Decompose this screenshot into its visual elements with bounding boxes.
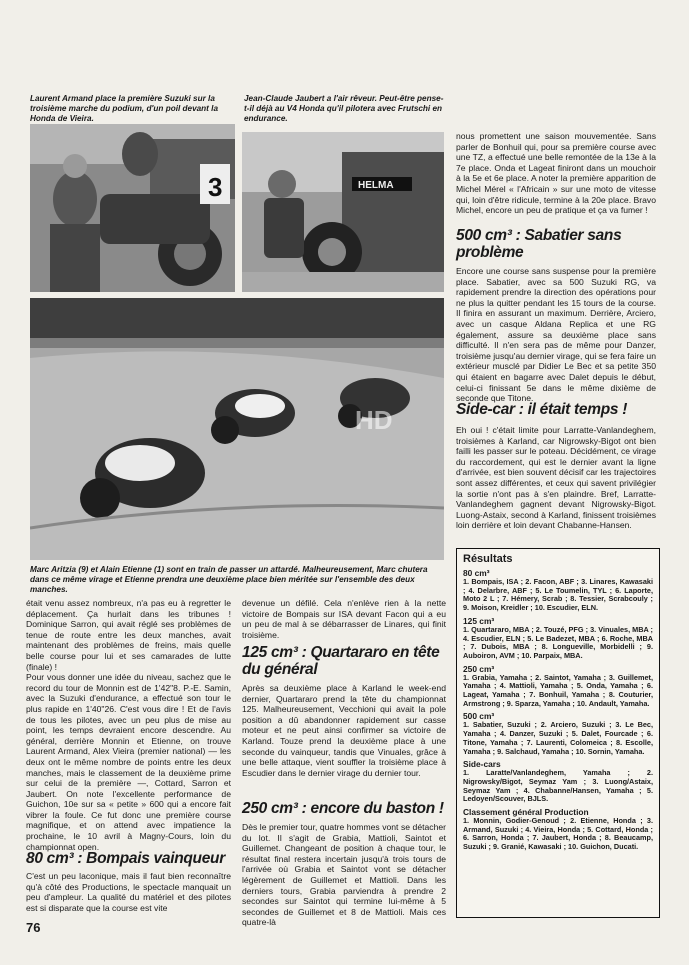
results-cat-text: 1. Grabia, Yamaha ; 2. Saintot, Yamaha ; 3. Guillemet, Yamaha ; 4. Mattioli, Yamaha ; 5. Onda, Yamaha ; 6. Lageat, Yamaha ; 7. Bonhuil, Yamaha ; 8. Couturier, Armstrong ; 9. Sparza, Yamaha ; 10. Andault, Yamaha. xyxy=(463,672,653,708)
caption-top-right: Jean-Claude Jaubert a l'air rêveur. Peut-être pense-t-il déjà au V4 Honda qu'il pilotera avec Frutschi en endurance. xyxy=(244,94,444,123)
heading-80: 80 cm³ : Bompais vainqueur xyxy=(26,850,225,867)
results-cat-250 xyxy=(463,664,653,709)
body-250: Dès le premier tour, quatre hommes vont se détacher du lot. Il s'agit de Grabia, Mattioli, Saintot et Guillemet. Changeant de position à chaque tour, le résultat final restera incertain jusqu'à trois tours de l'arrivée où Grabia et Saintot vont se détacher légèrement de Guillemet et Mattioli. Dans les derniers tours, Grabia parviendra à prendre 2 secondes sur Saintot qui termine lui-même à 5 secondes de Guillemet et 8 de Mattioli. Mais ces quatre-là xyxy=(242,822,446,928)
results-cat-name: 125 cm³ xyxy=(463,615,495,626)
page-number: 76 xyxy=(26,920,41,935)
heading-500: 500 cm³ : Sabatier sans problème xyxy=(456,227,622,261)
heading-sidecar: Side-car : il était temps ! xyxy=(456,401,628,418)
results-box xyxy=(456,548,660,918)
body-125: Après sa deuxième place à Karland le week-end dernier, Quartararo prend la tête du championnat 125. Malheureusement, Vecchioni qui avait la pole position a dû abandonner rapidement sur casse moteur et ne peut ainsi confirmer sa victoire de Karland. Touze prend la deuxième place à une seconde du vainqueur, tandis que Vinuales, grâce à une belle attaque, vient souffler la troisième place à Escudier dans le dernier virage du dernier tour. xyxy=(242,683,446,778)
results-title: Résultats xyxy=(463,553,513,565)
results-cat-500 xyxy=(463,711,653,756)
results-cat-text: 1. Bompais, ISA ; 2. Facon, ABF ; 3. Linares, Kawasaki ; 4. Delarbre, ABF ; 5. Le Toumelin, TYL ; 6. Laporte, Moto 2 L ; 7. Hémery, Scrab ; 8. Tessier, Scrabcouly ; 9. Moison, Kreidler ; 10. Escudier, ELN. xyxy=(463,577,653,613)
results-cat-name: 250 cm³ xyxy=(463,663,495,674)
photo-jaubert xyxy=(242,132,444,292)
svg-text:HELMA: HELMA xyxy=(358,180,394,191)
caption-middle: Marc Aritzia (9) et Alain Etienne (1) sont en train de passer un attardé. Malheureusement, Marc chutera dans ce même virage et Etienne prendra une deuxième place bien méritée sur l'ensemble des deux manches. xyxy=(30,565,428,594)
right-intro-text: nous promettent une saison mouvementée. Sans parler de Bonhuil qui, pour sa première course avec une TZ, a effectué une belle remontée de la 13e à la 7e place. Onda et Lageat finiront dans un mouchoir à la 5e et 6e place. A noter la première apparition de Michel Mérel « l'Africain » sur une moto de vitesse qui, loin d'être ridicule, termine à la 20e place. Bravo Michel, encore un peu de pratique et ça va fumer ! xyxy=(456,131,656,216)
results-cat-name: Classement général Production xyxy=(463,807,589,818)
body-sidecar: Eh oui ! c'était limite pour Larratte-Vanlandeghem, troisièmes à Karland, car Nigrowsky-Bigot ont bien failli les passer sur le poteau. Décidément, ce virage du raccordement, qui est le dernier avant la ligne d'arrivée, est bien souvent décisif car les trajectoires sont assez différentes, et ceux qui savent privilégier la sortie n'ont pas à s'en plaindre. Bref, Larratte-Vanlandeghem gagnent devant Nigrowsky-Bigot. Luong-Astaix, second à Karland, finissent troisièmes loin derrière et loin devant Chabanne-Hansen. xyxy=(456,425,656,531)
results-cat-name: Side-cars xyxy=(463,759,501,770)
results-cat-text: 1. Monnin, Godier-Genoud ; 2. Etienne, Honda ; 3. Armand, Suzuki ; 4. Vieira, Honda ; 5. Cottard, Honda ; 6. Sarron, Honda ; 7. Jaubert, Honda ; 8. Beaucamp, Suzuki ; 9. Granié, Kawasaki ; 10. Guichon, Ducati. xyxy=(463,816,653,852)
results-cat-text: 1. Quartararo, MBA ; 2. Touzé, PFG ; 3. Vinuales, MBA ; 4. Escudier, ELN ; 5. Le Badezet, MBA ; 6. Roche, MBA ; 7. Dubois, MBA ; 8. Longueville, Morbidelli ; 9. Auboiron, AVM ; 10. Parpaix, MBA. xyxy=(463,624,653,660)
results-cat-name: 500 cm³ xyxy=(463,711,495,722)
results-cat-text: 1. Laratte/Vanlandeghem, Yamaha ; 2. Nigrowsky/Bigot, Seymaz Yam ; 3. Luong/Astaix, Seymaz Yam ; 4. Chabanne/Hansen, Yamaha ; 5. Ledoyen/Scouver, BJLS. xyxy=(463,768,653,804)
caption-top-left: Laurent Armand place la première Suzuki sur la troisième marche du podium, d'un poil devant la Honda de Vieira. xyxy=(30,94,219,123)
results-cat-production xyxy=(463,807,653,852)
watermark: HD xyxy=(355,405,393,435)
results-cat-text: 1. Sabatier, Suzuki ; 2. Arciero, Suzuki ; 3. Le Bec, Yamaha ; 4. Danzer, Suzuki ; 5. Dalet, Fourcade ; 6. Titone, Yamaha ; 7. Laurenti, Colomeica ; 8. Escolle, Yamaha ; 9. Salchaud, Yamaha ; 10. Sornin, Yamaha. xyxy=(463,720,653,756)
col1-body2: C'est un peu laconique, mais il faut bien reconnaître qu'à côté des Productions, le spectacle manquait un peu d'ampleur. La qualité du matériel et des pilotes est si disparate que la course est vite xyxy=(26,871,231,913)
col1-body: était venu assez nombreux, n'a pas eu à regretter le déplacement. Ça hurlait dans les tribunes ! Dominique Sarron, qui avait réglé ses problèmes de tenue de route entre les deux manches, avait maintenant des problèmes de freins, mais quelle belle course pour lui et ses camarades de lutte (finale) ! Pour vous donner une idée du niveau, sachez que le record du tour de Monnin est de 1'42"8. P.-E. Samin, avec la Suzuki d'endurance, a effectué son tour le plus rapide en 1'40"26. C'est vous dire ! Et de l'avis de tous les pilotes, avec un peu plus de mise au point, les temps devraient encore descendre. Au général, derrière Monnin et Etienne, on trouve Laurent Armand, Alex Vieira (premier national) — les deux ont le même nombre de points entre les deux manches, mais le classement de la deuxième prime sur celui de la première —, Cottard, Sarron et Jaubert. On note l'excellente performance de Guichon, 10e sur sa « petite » 600 qui a encore fait vibrer la foule. Ce fut donc une première course magnifique, et on attend avec impatience la prochaine, le 10 avril à Magny-Cours, loin du championnat open. xyxy=(26,598,231,852)
body-500: Encore une course sans suspense pour la première place. Sabatier, avec sa 500 Suzuki RG, va rapidement prendre la direction des opérations pour ne plus la quitter pendant les 15 tours de la course. Il finira en assurant un maximum. Derrière, Arciero, avec un casque Aldana Replica et une RG également, assure sa deuxième place sans difficulté. Il n'en sera pas de même pour Danzer, troisième jusqu'au dernier virage, qui se fera faire un extérieur musclé par Didier Le Bec et sa petite 350 qui étaient en bagarre avec Dalet depuis le début, celui-ci finissant 5e dans le même dixième de seconde que Titone. xyxy=(456,266,656,404)
col2-body: devenue un défilé. Cela n'enlève rien à la nette victoire de Bompais sur ISA devant Facon qui a eu un peu de mal à se débarrasser de Linares, qui finit troisième. xyxy=(242,598,446,640)
heading-250: 250 cm³ : encore du baston ! xyxy=(242,800,444,817)
results-cat-80 xyxy=(463,568,653,613)
svg-text:3: 3 xyxy=(208,172,223,202)
heading-125: 125 cm³ : Quartararo en tête du général xyxy=(242,644,440,678)
photo-suzuki-podium xyxy=(30,124,235,292)
results-cat-name: 80 cm³ xyxy=(463,568,490,578)
results-cat-sidecars xyxy=(463,759,653,804)
results-cat-125 xyxy=(463,616,653,661)
